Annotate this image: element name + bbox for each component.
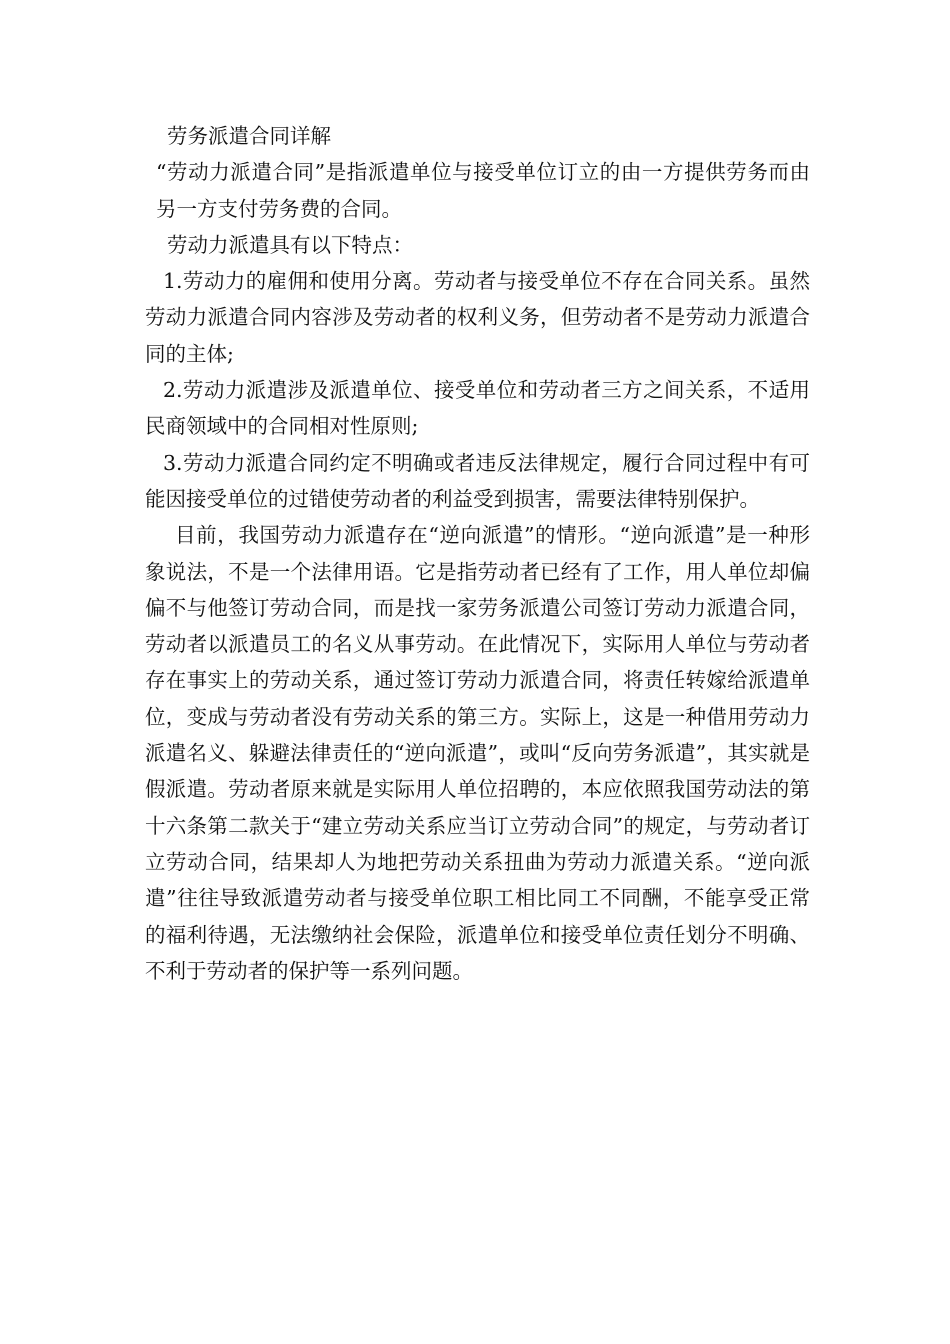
document-body [145, 118, 810, 989]
paragraph-feature-1: 1.劳动力的雇佣和使用分离。劳动者与接受单位不存在合同关系。虽然劳动力派遣合同内容涉及劳动者的权利义务，但劳动者不是劳动力派遣合同的主体; [145, 269, 810, 366]
paragraph-feature-3: 3.劳动力派遣合同约定不明确或者违反法律规定，履行合同过程中有可能因接受单位的过错使劳动者的利益受到损害，需要法律特别保护。 [145, 450, 810, 511]
paragraph-features-intro: 劳动力派遣具有以下特点： [167, 232, 413, 257]
paragraph-feature-2: 2.劳动力派遣涉及派遣单位、接受单位和劳动者三方之间关系，不适用民商领域中的合同相对性原则; [145, 378, 810, 439]
paragraph-reverse-dispatch: 目前，我国劳动力派遣存在“逆向派遣”的情形。“逆向派遣”是一种形象说法，不是一个法律用语。它是指劳动者已经有了工作，用人单位却偏偏不与他签订劳动合同，而是找一家劳务派遣公司签订劳动力派遣合同，劳动者以派遣员工的名义从事劳动。在此情况下，实际用人单位与劳动者存在事实上的劳动关系，通过签订劳动力派遣合同，将责任转嫁给派遣单位，变成与劳动者没有劳动关系的第三方。实际上，这是一种借用劳动力派遣名义、躲避法律责任的“逆向派遣”，或叫“反向劳务派遣”，其实就是假派遣。劳动者原来就是实际用人单位招聘的，本应依照我国劳动法的第十六条第二款关于“建立劳动关系应当订立劳动合同”的规定，与劳动者订立劳动合同，结果却人为地把劳动关系扭曲为劳动力派遣关系。“逆向派遣”往往导致派遣劳动者与接受单位职工相比同工不同酬，不能享受正常的福利待遇，无法缴纳社会保险，派遣单位和接受单位责任划分不明确、不利于劳动者的保护等一系列问题。 [145, 523, 810, 983]
paragraph-definition: “劳动力派遣合同”是指派遣单位与接受单位订立的由一方提供劳务而由另一方支付劳务费的合同。 [156, 160, 810, 221]
document-title: 劳务派遣合同详解 [167, 124, 331, 148]
